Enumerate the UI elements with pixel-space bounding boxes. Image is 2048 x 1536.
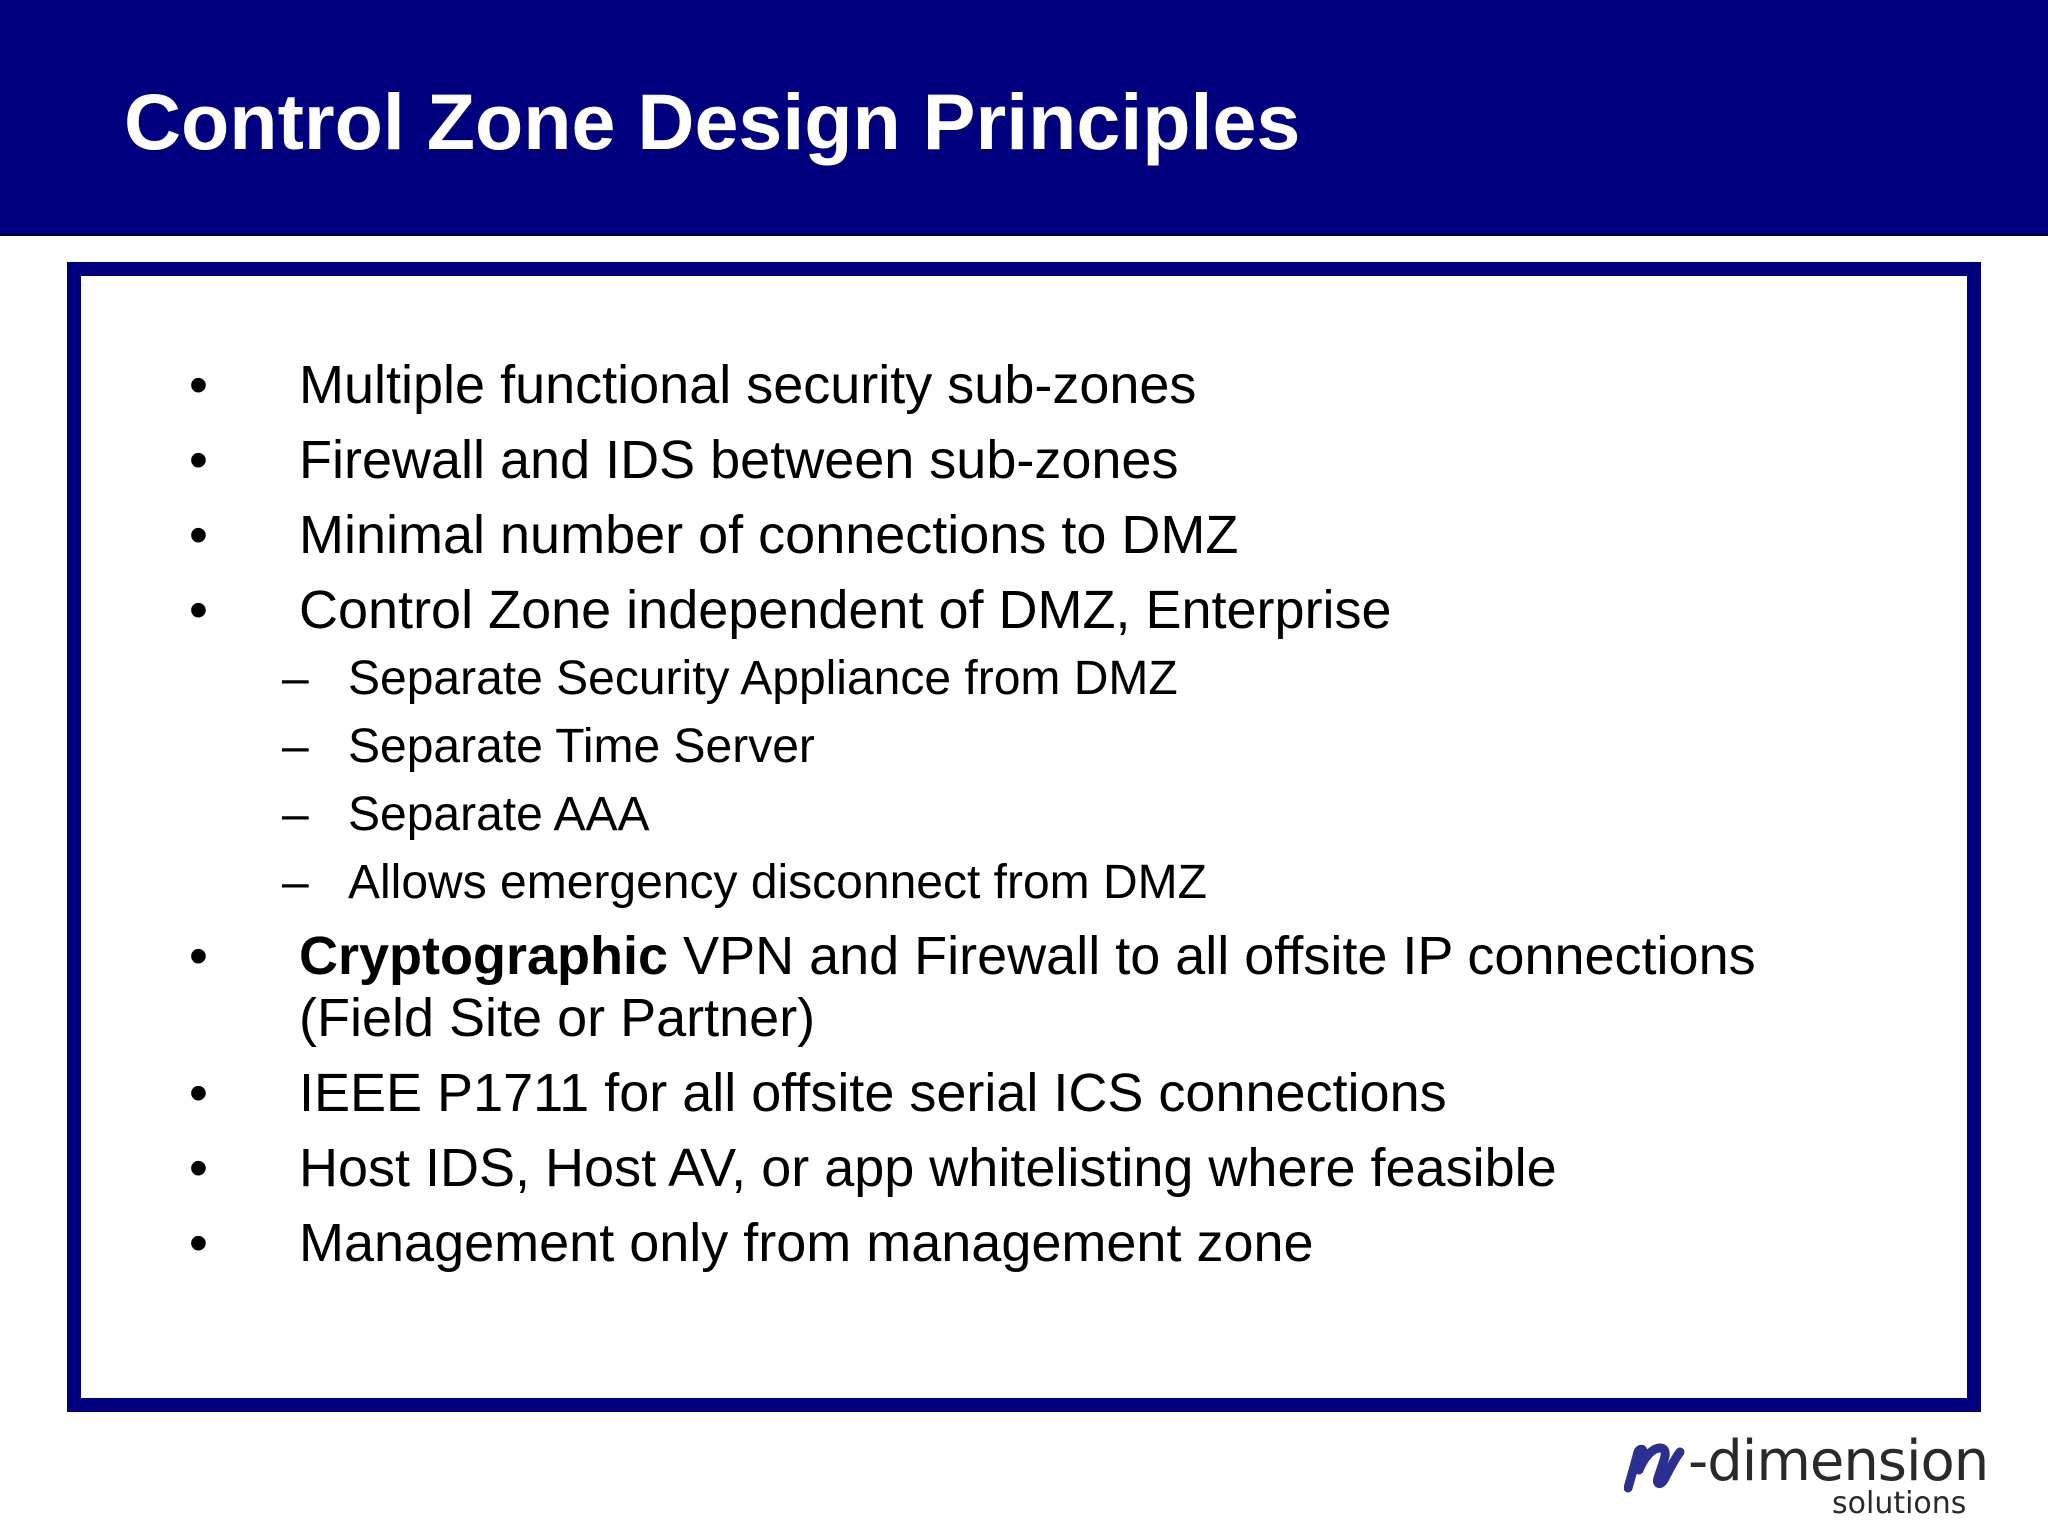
bullet-text: Control Zone independent of DMZ, Enterprise xyxy=(299,580,1392,640)
content-box xyxy=(67,262,1981,1412)
bullet-marker: • xyxy=(189,355,208,415)
slide-title: Control Zone Design Principles xyxy=(124,77,1301,166)
bullet-text: Management only from management zone xyxy=(299,1213,1314,1273)
company-logo xyxy=(1624,1429,1989,1521)
sub-bullet-marker: – xyxy=(282,788,309,841)
sub-bullet-marker: – xyxy=(282,652,309,705)
bullet-bold-prefix: Cryptographic xyxy=(299,926,669,986)
bullet-text: Multiple functional security sub-zones xyxy=(299,355,1197,415)
bullet-marker: • xyxy=(189,1138,208,1198)
bullet-marker: • xyxy=(189,505,208,565)
logo-subtitle: solutions xyxy=(1832,1486,1967,1521)
bullet-text: Host IDS, Host AV, or app whitelisting where feasible xyxy=(299,1138,1557,1198)
bullet-marker: • xyxy=(189,926,208,986)
logo-wordmark: -dimension xyxy=(1688,1429,1989,1494)
bullet-marker: • xyxy=(189,1213,208,1273)
bullet-marker: • xyxy=(189,430,208,490)
sub-bullet-text: Allows emergency disconnect from DMZ xyxy=(348,856,1207,909)
sub-bullet-text: Separate AAA xyxy=(348,788,650,841)
bullet-text: IEEE P1711 for all offsite serial ICS connections xyxy=(299,1063,1447,1123)
sub-bullet-marker: – xyxy=(282,856,309,909)
bullet-continuation-text: (Field Site or Partner) xyxy=(299,988,816,1048)
bullet-text: Firewall and IDS between sub-zones xyxy=(299,430,1179,490)
bullet-rest-text: VPN and Firewall to all offsite IP connections xyxy=(668,926,1756,986)
title-bar xyxy=(0,0,2048,236)
n-script-logo-icon xyxy=(1624,1438,1688,1498)
bullet-list xyxy=(81,276,1967,1398)
bullet-marker: • xyxy=(189,580,208,640)
bullet-text xyxy=(299,925,1756,987)
sub-bullet-marker: – xyxy=(282,720,309,773)
bullet-text: Minimal number of connections to DMZ xyxy=(299,505,1239,565)
sub-bullet-text: Separate Security Appliance from DMZ xyxy=(348,652,1178,705)
bullet-marker: • xyxy=(189,1063,208,1123)
sub-bullet-text: Separate Time Server xyxy=(348,720,815,773)
